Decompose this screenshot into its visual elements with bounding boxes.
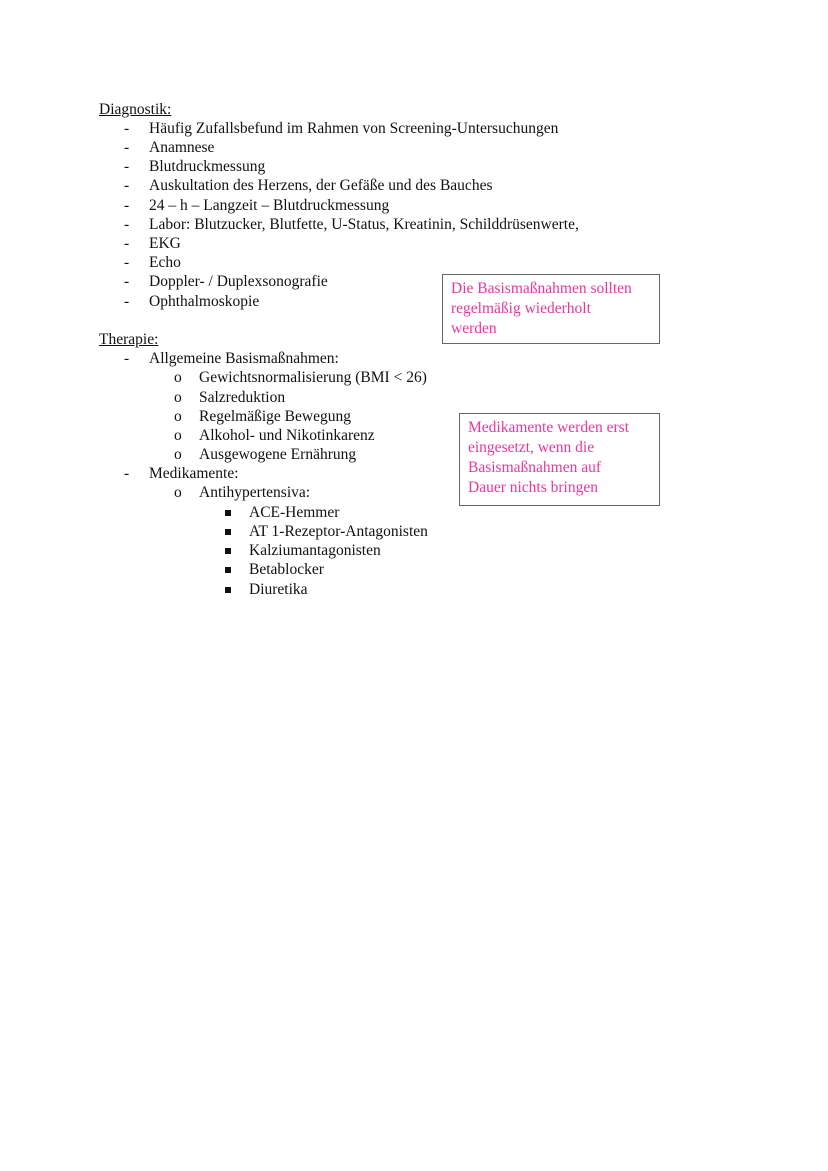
list-item-text: Salzreduktion (199, 389, 286, 406)
circle-bullet: o (174, 484, 182, 501)
list-item-text: Ausgewogene Ernährung (199, 446, 357, 463)
circle-bullet: o (174, 389, 182, 406)
square-bullet (225, 587, 231, 593)
therapie-heading: Therapie: (99, 331, 159, 348)
dash-bullet: - (124, 216, 130, 233)
list-item-text: Gewichtsnormalisierung (BMI < 26) (199, 369, 427, 386)
medikamente-label: Medikamente: (149, 465, 239, 482)
square-bullet (225, 548, 231, 554)
list-item-text: EKG (149, 235, 181, 252)
note-basismassnahmen (442, 274, 660, 344)
circle-bullet: o (174, 408, 182, 425)
dash-bullet: - (124, 177, 130, 194)
note-line: Medikamente werden erst (468, 419, 629, 436)
list-item-text: Diuretika (249, 581, 308, 598)
dash-bullet: - (124, 197, 130, 214)
note-line: regelmäßig wiederholt (451, 300, 591, 317)
square-bullet (225, 510, 231, 516)
circle-bullet: o (174, 446, 182, 463)
circle-bullet: o (174, 369, 182, 386)
list-item-text: Anamnese (149, 139, 215, 156)
dash-bullet: - (124, 254, 130, 271)
list-item-text: Regelmäßige Bewegung (199, 408, 351, 425)
note-line: eingesetzt, wenn die (468, 439, 595, 456)
list-item-text: AT 1-Rezeptor-Antagonisten (249, 523, 428, 540)
list-item-text: Kalziumantagonisten (249, 542, 381, 559)
dash-bullet: - (124, 465, 130, 482)
note-medikamente (459, 413, 660, 506)
list-item-text: Betablocker (249, 561, 324, 578)
dash-bullet: - (124, 350, 130, 367)
dash-bullet: - (124, 293, 130, 310)
circle-bullet: o (174, 427, 182, 444)
list-item-text: ACE-Hemmer (249, 504, 340, 521)
list-item-text: Auskultation des Herzens, der Gefäße und des Bauches (149, 177, 493, 194)
list-item-text: Blutdruckmessung (149, 158, 266, 175)
list-item-text: Doppler- / Duplexsonografie (149, 273, 328, 290)
dash-bullet: - (124, 158, 130, 175)
basis-label: Allgemeine Basismaßnahmen: (149, 350, 339, 367)
antihypertensiva-label: Antihypertensiva: (199, 484, 311, 501)
list-item-text: Echo (149, 254, 181, 271)
diagnostik-heading: Diagnostik: (99, 101, 172, 118)
note-line: werden (451, 320, 497, 337)
list-item-text: Alkohol- und Nikotinkarenz (199, 427, 375, 444)
dash-bullet: - (124, 235, 130, 252)
note-line: Dauer nichts bringen (468, 479, 598, 496)
square-bullet (225, 529, 231, 535)
note-line: Basismaßnahmen auf (468, 459, 602, 476)
note-line: Die Basismaßnahmen sollten (451, 280, 632, 297)
list-item-text: Ophthalmoskopie (149, 293, 260, 310)
square-bullet (225, 567, 231, 573)
list-item-text: Häufig Zufallsbefund im Rahmen von Screening-Untersuchungen (149, 120, 559, 137)
list-item-text: 24 – h – Langzeit – Blutdruckmessung (149, 197, 390, 214)
dash-bullet: - (124, 139, 130, 156)
list-item-text: Labor: Blutzucker, Blutfette, U-Status, Kreatinin, Schilddrüsenwerte, (149, 216, 579, 233)
dash-bullet: - (124, 120, 130, 137)
dash-bullet: - (124, 273, 130, 290)
